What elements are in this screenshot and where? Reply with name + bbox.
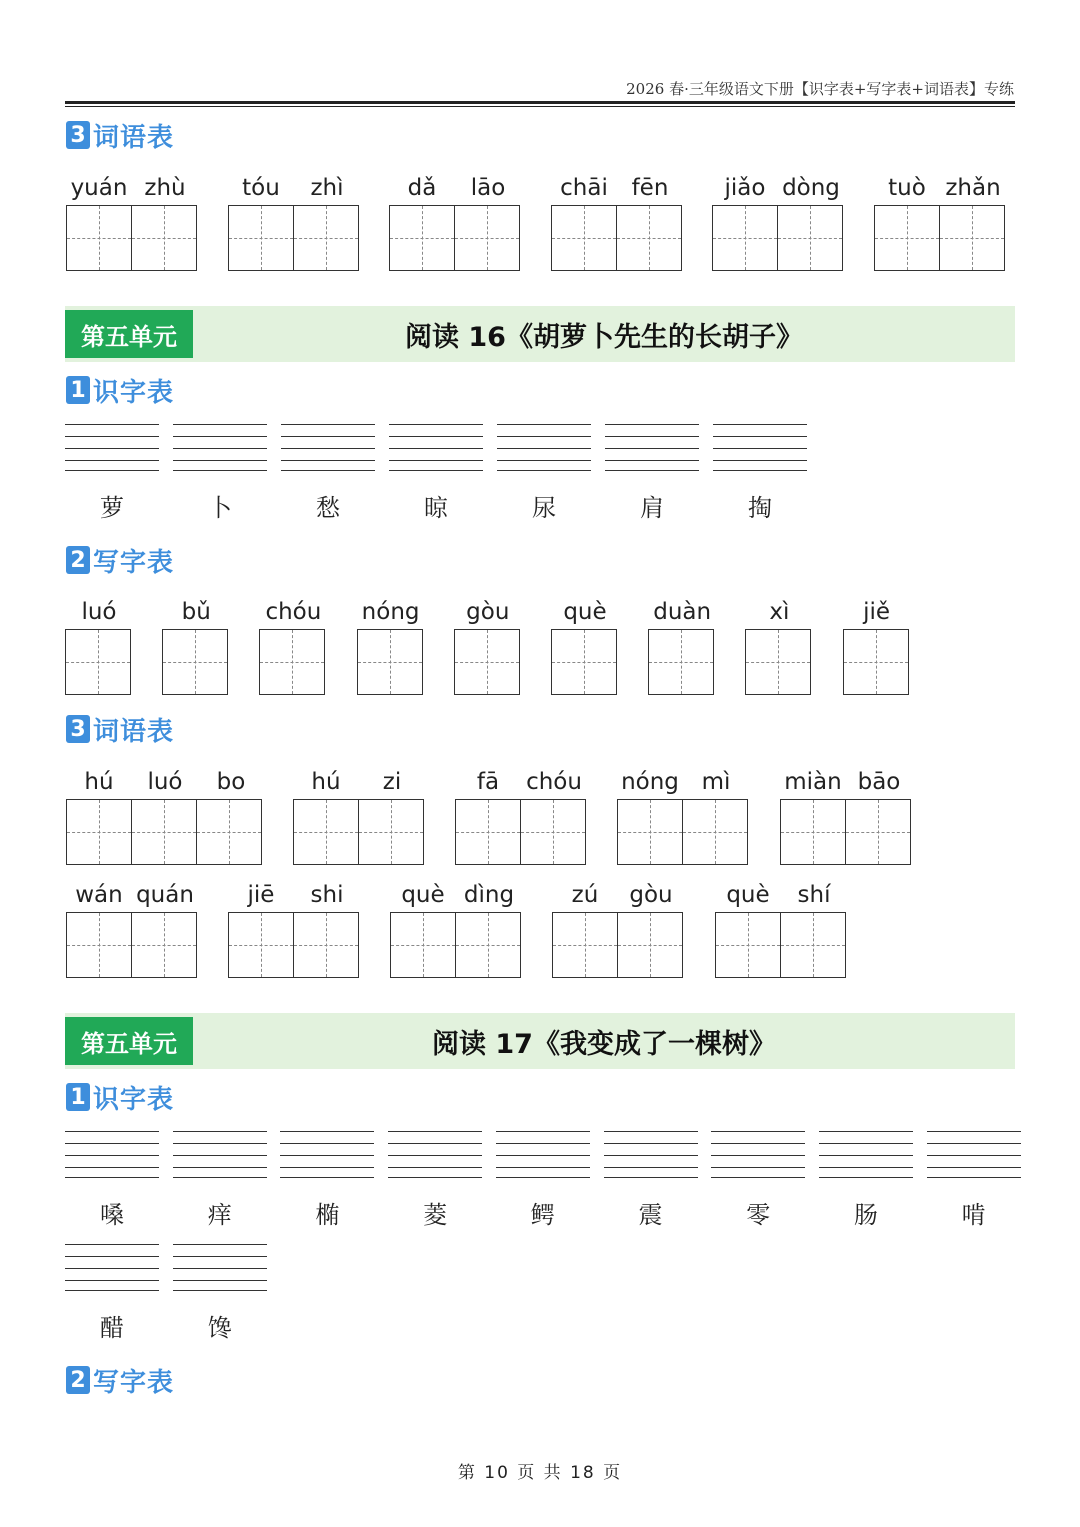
writing-boxes — [617, 799, 749, 865]
recognize-char: 啃 — [961, 1201, 986, 1229]
unit-tag: 第五单元 — [65, 1017, 193, 1065]
writing-boxes — [66, 205, 198, 271]
pinyin-syllable: zhù — [144, 175, 186, 201]
word-group — [617, 765, 749, 865]
recognize-char-item — [280, 1131, 374, 1230]
section-number-badge: 3 — [66, 715, 90, 743]
recognize-char-item — [281, 424, 375, 523]
recognize-char-item — [496, 1131, 590, 1230]
pinyin-syllable: què — [563, 599, 607, 625]
pinyin-row — [389, 171, 521, 205]
recognize-char: 晾 — [424, 494, 448, 522]
tian-grid-box[interactable] — [293, 799, 359, 865]
pinyin-syllable: hú — [84, 769, 114, 795]
pinyin-writing-lines[interactable] — [497, 424, 591, 470]
word-group — [712, 171, 844, 271]
tian-grid-box[interactable] — [777, 205, 843, 271]
section-label: 识字表 — [93, 1084, 175, 1115]
pinyin-syllable: chóu — [526, 769, 582, 795]
writing-boxes — [455, 799, 587, 865]
pinyin-syllable: miàn — [784, 769, 842, 795]
writing-boxes — [551, 205, 683, 271]
recognize-char-item — [65, 424, 159, 523]
lesson-banner-16 — [65, 306, 1015, 362]
pinyin-writing-lines[interactable] — [713, 424, 807, 470]
writing-boxes — [228, 912, 360, 978]
pinyin-syllable: hú — [311, 769, 341, 795]
section-title-words — [66, 118, 174, 152]
write-char-item — [162, 595, 230, 695]
tian-grid-box[interactable] — [551, 205, 617, 271]
recognize-char: 零 — [746, 1201, 771, 1229]
section-label: 识字表 — [93, 377, 175, 408]
section-label: 写字表 — [93, 1367, 175, 1398]
recognize-char: 萝 — [100, 494, 124, 522]
pinyin-syllable: zú — [571, 882, 599, 908]
pinyin-row — [390, 878, 522, 912]
recognize-char: 醋 — [100, 1314, 124, 1342]
tian-grid-box[interactable] — [617, 912, 683, 978]
section-label: 词语表 — [93, 122, 175, 153]
tian-grid-box[interactable] — [358, 799, 424, 865]
pinyin-syllable: chāi — [560, 175, 608, 201]
pinyin-syllable: jiě — [863, 599, 891, 625]
pinyin-syllable: tuò — [888, 175, 926, 201]
recognize-char-item — [65, 1131, 159, 1230]
pinyin-writing-lines[interactable] — [711, 1131, 805, 1177]
pinyin-syllable: nóng — [621, 769, 679, 795]
pinyin-row — [228, 171, 360, 205]
section-title-words — [66, 712, 174, 746]
pinyin-writing-lines[interactable] — [280, 1131, 374, 1177]
writing-boxes — [390, 912, 522, 978]
tian-grid-box[interactable] — [551, 629, 617, 695]
pinyin-syllable: luó — [147, 769, 183, 795]
section-title-write — [66, 543, 174, 577]
writing-boxes — [293, 799, 425, 865]
word-group — [390, 878, 522, 978]
writing-boxes — [66, 912, 198, 978]
tian-grid-box[interactable] — [131, 799, 197, 865]
pinyin-row — [874, 171, 1006, 205]
pinyin-row — [715, 878, 847, 912]
pinyin-syllable: gòu — [629, 882, 673, 908]
pinyin-writing-lines[interactable] — [173, 424, 267, 470]
pinyin-syllable: xì — [769, 599, 790, 625]
pinyin-syllable: bǔ — [181, 599, 211, 625]
tian-grid-box[interactable] — [65, 629, 131, 695]
writing-boxes — [66, 799, 264, 865]
recognize-char-item — [173, 1131, 267, 1230]
pinyin-writing-lines[interactable] — [604, 1131, 698, 1177]
section-label: 写字表 — [93, 547, 175, 578]
tian-grid-box[interactable] — [682, 799, 748, 865]
section-title-recognize — [66, 1080, 174, 1114]
word-group — [66, 171, 198, 271]
word-group — [228, 878, 360, 978]
recognize-char: 肩 — [640, 494, 664, 522]
recognize-char: 嗓 — [100, 1201, 124, 1229]
write-char-item — [843, 595, 911, 695]
writing-boxes — [874, 205, 1006, 271]
pinyin-syllable: shí — [797, 882, 831, 908]
pinyin-syllable: què — [726, 882, 770, 908]
writing-boxes — [389, 205, 521, 271]
tian-grid-box[interactable] — [259, 629, 325, 695]
word-group — [874, 171, 1006, 271]
pinyin-syllable: lāo — [470, 175, 506, 201]
recognize-char-item — [927, 1131, 1021, 1230]
pinyin-syllable: zi — [382, 769, 402, 795]
writing-boxes — [780, 799, 912, 865]
tian-grid-box[interactable] — [293, 912, 359, 978]
word-group — [293, 765, 425, 865]
pinyin-syllable: dǎ — [407, 175, 437, 201]
pinyin-syllable: zhì — [310, 175, 344, 201]
recognize-char-item — [819, 1131, 913, 1230]
recognize-char-item — [497, 424, 591, 523]
section-number-badge: 3 — [66, 121, 90, 149]
recognize-char: 鳄 — [530, 1201, 555, 1229]
recognize-char-item — [173, 424, 267, 523]
page-header: 2026 春·三年级语文下册【识字表+写字表+词语表】专练 — [626, 80, 1014, 98]
tian-grid-box[interactable] — [552, 912, 618, 978]
pinyin-writing-lines[interactable] — [605, 424, 699, 470]
tian-grid-box[interactable] — [131, 912, 197, 978]
pinyin-writing-lines[interactable] — [389, 424, 483, 470]
recognize-char: 痒 — [207, 1201, 232, 1229]
recognize-char-item — [711, 1131, 805, 1230]
pinyin-writing-lines[interactable] — [65, 424, 159, 470]
section-number-badge: 2 — [66, 1366, 90, 1394]
tian-grid-box[interactable] — [617, 799, 683, 865]
recognize-char-item — [713, 424, 807, 523]
recognize-char: 愁 — [316, 494, 340, 522]
pinyin-syllable: mì — [701, 769, 731, 795]
recognize-char-item — [389, 424, 483, 523]
tian-grid-box[interactable] — [390, 912, 456, 978]
word-group — [66, 878, 198, 978]
lesson-banner-17 — [65, 1013, 1015, 1069]
section-number-badge: 1 — [66, 1083, 90, 1111]
tian-grid-box[interactable] — [712, 205, 778, 271]
tian-grid-box[interactable] — [66, 799, 132, 865]
pinyin-row — [228, 878, 360, 912]
pinyin-syllable: wán — [75, 882, 123, 908]
pinyin-syllable: jiǎo — [724, 175, 766, 201]
pinyin-row — [66, 878, 198, 912]
section-number-badge: 1 — [66, 376, 90, 404]
pinyin-syllable: shi — [310, 882, 344, 908]
pinyin-syllable: jiē — [247, 882, 275, 908]
pinyin-row — [455, 765, 587, 799]
pinyin-syllable: gòu — [466, 599, 510, 625]
recognize-char-item — [65, 1244, 159, 1343]
lesson-title: 阅读 17《我变成了一棵树》 — [432, 1028, 776, 1060]
recognize-char: 掏 — [748, 494, 772, 522]
tian-grid-box[interactable] — [874, 205, 940, 271]
recognize-char: 尿 — [532, 494, 556, 522]
recognize-char: 震 — [638, 1201, 663, 1229]
pinyin-writing-lines[interactable] — [927, 1131, 1021, 1177]
header-rule — [65, 101, 1015, 104]
write-char-item — [551, 595, 619, 695]
word-group — [455, 765, 587, 865]
pinyin-row — [551, 171, 683, 205]
pinyin-syllable: quán — [136, 882, 194, 908]
write-char-item — [259, 595, 327, 695]
header-rule-thin — [65, 106, 1015, 107]
tian-grid-box[interactable] — [939, 205, 1005, 271]
recognize-char-item — [388, 1131, 482, 1230]
pinyin-syllable: zhǎn — [945, 175, 1001, 201]
pinyin-writing-lines[interactable] — [496, 1131, 590, 1177]
writing-boxes — [715, 912, 847, 978]
tian-grid-box[interactable] — [745, 629, 811, 695]
tian-grid-box[interactable] — [357, 629, 423, 695]
write-char-item — [454, 595, 522, 695]
recognize-char: 椭 — [315, 1201, 340, 1229]
recognize-char: 肠 — [853, 1201, 878, 1229]
pinyin-syllable: bo — [216, 769, 246, 795]
recognize-char: 馋 — [207, 1314, 232, 1342]
tian-grid-box[interactable] — [454, 205, 520, 271]
tian-grid-box[interactable] — [845, 799, 911, 865]
pinyin-writing-lines[interactable] — [281, 424, 375, 470]
pinyin-row — [780, 765, 912, 799]
pinyin-syllable: dìng — [463, 882, 515, 908]
pinyin-writing-lines[interactable] — [65, 1131, 159, 1177]
pinyin-syllable: yuán — [70, 175, 128, 201]
tian-grid-box[interactable] — [520, 799, 586, 865]
pinyin-writing-lines[interactable] — [388, 1131, 482, 1177]
pinyin-syllable: dòng — [782, 175, 840, 201]
page-footer: 第 10 页 共 18 页 — [457, 1463, 623, 1483]
pinyin-row — [712, 171, 844, 205]
tian-grid-box[interactable] — [66, 912, 132, 978]
tian-grid-box[interactable] — [196, 799, 262, 865]
section-title-write — [66, 1363, 174, 1397]
pinyin-writing-lines[interactable] — [173, 1244, 267, 1290]
recognize-char-item — [173, 1244, 267, 1343]
tian-grid-box[interactable] — [66, 205, 132, 271]
writing-boxes — [552, 912, 684, 978]
tian-grid-box[interactable] — [616, 205, 682, 271]
pinyin-row — [617, 765, 749, 799]
pinyin-row — [552, 878, 684, 912]
word-group — [552, 878, 684, 978]
word-group — [389, 171, 521, 271]
pinyin-syllable: fēn — [631, 175, 669, 201]
word-group — [66, 765, 264, 865]
pinyin-syllable: bāo — [857, 769, 901, 795]
word-group — [780, 765, 912, 865]
writing-boxes — [228, 205, 360, 271]
write-char-item — [745, 595, 813, 695]
tian-grid-box[interactable] — [780, 912, 846, 978]
pinyin-writing-lines[interactable] — [65, 1244, 159, 1290]
tian-grid-box[interactable] — [389, 205, 455, 271]
pinyin-syllable: nóng — [361, 599, 420, 625]
tian-grid-box[interactable] — [715, 912, 781, 978]
write-char-item — [648, 595, 716, 695]
pinyin-syllable: luó — [81, 599, 117, 625]
word-group — [715, 878, 847, 978]
word-group — [551, 171, 683, 271]
pinyin-syllable: què — [401, 882, 445, 908]
recognize-char: 卜 — [208, 494, 232, 522]
tian-grid-box[interactable] — [454, 629, 520, 695]
pinyin-row — [293, 765, 425, 799]
tian-grid-box[interactable] — [228, 205, 294, 271]
pinyin-syllable: duàn — [653, 599, 712, 625]
pinyin-row — [66, 765, 264, 799]
tian-grid-box[interactable] — [162, 629, 228, 695]
write-char-item — [357, 595, 425, 695]
pinyin-syllable: tóu — [242, 175, 280, 201]
recognize-char: 菱 — [423, 1201, 448, 1229]
section-number-badge: 2 — [66, 546, 90, 574]
tian-grid-box[interactable] — [648, 629, 714, 695]
pinyin-syllable: fā — [476, 769, 500, 795]
word-group — [228, 171, 360, 271]
section-title-recognize — [66, 373, 174, 407]
recognize-char-item — [605, 424, 699, 523]
pinyin-row — [66, 171, 198, 205]
pinyin-syllable: chóu — [265, 599, 322, 625]
pinyin-writing-lines[interactable] — [173, 1131, 267, 1177]
writing-boxes — [712, 205, 844, 271]
tian-grid-box[interactable] — [131, 205, 197, 271]
tian-grid-box[interactable] — [780, 799, 846, 865]
tian-grid-box[interactable] — [293, 205, 359, 271]
section-label: 词语表 — [93, 716, 175, 747]
tian-grid-box[interactable] — [843, 629, 909, 695]
recognize-char-item — [604, 1131, 698, 1230]
tian-grid-box[interactable] — [455, 799, 521, 865]
unit-tag: 第五单元 — [65, 310, 193, 358]
pinyin-writing-lines[interactable] — [819, 1131, 913, 1177]
tian-grid-box[interactable] — [455, 912, 521, 978]
lesson-title: 阅读 16《胡萝卜先生的长胡子》 — [405, 321, 803, 353]
tian-grid-box[interactable] — [228, 912, 294, 978]
write-char-item — [65, 595, 133, 695]
